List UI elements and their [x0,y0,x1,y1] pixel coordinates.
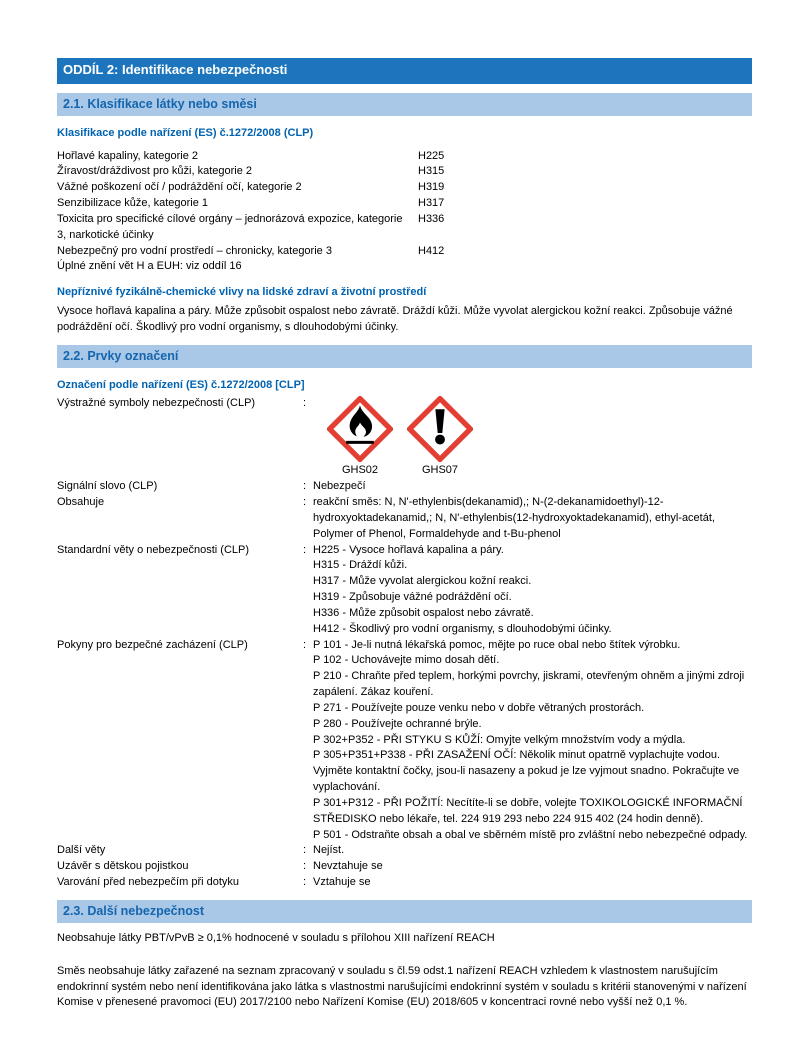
hazard-statement: H336 - Může způsobit ospalost nebo závratě. [313,606,534,619]
precautionary-statement: P 301+P312 - PŘI POŽITÍ: Necítíte-li se dobře, volejte TOXIKOLOGICKÉ INFORMAČNÍ STŘEDISKO nebo lékaře, tel. 224 919 293 nebo 224 915 402 (24 hodin denně). [313,796,743,825]
adverse-effects-text: Vysoce hořlavá kapalina a páry. Může způsobit ospalost nebo závratě. Dráždí kůži. Může vyvolat alergickou kožní reakci. Způsobuje vážné podráždění očí. Škodlivý pro vodní organismy, s dlouhodobými účinky. [57,305,733,333]
other-phrases-label: Další věty [57,844,106,857]
hazard-code: H319 [418,181,445,194]
hazard-class: Senzibilizace kůže, kategorie 1 [57,197,209,210]
contains-label: Obsahuje [57,496,105,509]
hazard-code: H317 [418,197,445,210]
signal-word-row [57,479,752,495]
other-phrases-row [57,843,752,859]
pictogram-ghs07 [404,396,476,479]
exclamation-icon [404,396,476,462]
classification-heading: Klasifikace podle nařízení (ES) č.1272/2008 (CLP) [57,126,314,139]
full-text-note: Úplné znění vět H a EUH: viz oddíl 16 [57,260,242,273]
colon: : [303,543,307,556]
hazard-statements-label: Standardní věty o nebezpečnosti (CLP) [57,543,250,556]
child-resistant-value: Nevztahuje se [313,860,383,873]
pictograms-label: Výstražné symboly nebezpečnosti (CLP) [57,397,256,410]
pictograms-value [313,396,752,479]
colon: : [303,397,307,410]
precautionary-statement: P 271 - Používejte pouze venku nebo v dobře větraných prostorách. [313,701,645,714]
hazard-statement: H317 - Může vyvolat alergickou kožní reakci. [313,575,532,588]
section-2-header: ODDÍL 2: Identifikace nebezpečnosti [57,58,752,84]
colon: : [303,480,307,493]
spacer [57,947,752,961]
pictograms-row [57,396,752,479]
precautionary-statement: P 280 - Používejte ochranné brýle. [313,717,482,730]
hazard-class: Nebezpečný pro vodní prostředí – chronicky, kategorie 3 [57,244,332,257]
labelling-heading: Označení podle nařízení (ES) č.1272/2008 [CLP] [57,378,305,391]
table-row [57,212,752,244]
hazard-statement: H412 - Škodlivý pro vodní organismy, s dlouhodobými účinky. [313,622,612,635]
endocrine-statement: Směs neobsahuje látky zařazené na seznam zpracovaný v souladu s čl.59 odst.1 nařízení REACH vzhledem k vlastnostem narušujícím endokrinní systém nebo není identifikována jako látka s vlastnostmi narušujícími endokrinní systém v souladu s kritérii stanovenými v nařízení Komise v přenesené pravomoci (EU) 2017/2100 nebo Nařízení Komise (EU) 2018/605 v koncentraci rovné nebo vyšší než 0,1 %. [57,964,747,1009]
hazard-code: H315 [418,165,445,178]
colon: : [303,860,307,873]
precautionary-label: Pokyny pro bezpečné zacházení (CLP) [57,638,248,651]
precautionary-statement: P 102 - Uchovávejte mimo dosah dětí. [313,654,500,667]
tactile-warning-label: Varování před nebezpečím při dotyku [57,876,240,889]
hazard-code: H225 [418,149,445,162]
other-phrases-value: Nejíst. [313,844,345,857]
table-row [57,149,752,165]
colon: : [303,496,307,509]
signal-word-value: Nebezpečí [313,480,366,493]
sds-content [57,58,752,1011]
tactile-warning-value: Vztahuje se [313,876,371,889]
adverse-effects-heading: Nepříznivé fyzikálně-chemické vlivy na lidské zdraví a životní prostředí [57,286,427,299]
pictogram-ghs02 [324,396,396,479]
section-2-3-header: 2.3. Další nebezpečnost [57,900,752,923]
hazard-class: Vážné poškození očí / podráždění očí, kategorie 2 [57,181,302,194]
contains-row [57,495,752,542]
table-row [57,180,752,196]
precautionary-statement: P 302+P352 - PŘI STYKU S KŮŽÍ: Omyjte velkým množstvím vody a mýdla. [313,733,686,746]
hazard-statement: H225 - Vysoce hořlavá kapalina a páry. [313,543,504,556]
signal-word-label: Signální slovo (CLP) [57,480,158,493]
colon: : [303,876,307,889]
hazard-class: Hořlavé kapaliny, kategorie 2 [57,149,199,162]
child-resistant-label: Uzávěr s dětskou pojistkou [57,860,189,873]
precautionary-statement: P 210 - Chraňte před teplem, horkými povrchy, jiskrami, otevřeným ohněm a jinými zdroji zapálení. Zákaz kouření. [313,670,745,699]
table-row [57,244,752,260]
pictogram-caption: GHS07 [421,464,459,477]
tactile-warning-row [57,875,752,891]
precautionary-row [57,638,752,844]
pictogram-group [313,396,752,479]
flame-icon [324,396,396,462]
labelling-rows [57,396,752,890]
hazard-statements-row [57,543,752,638]
table-row [57,164,752,180]
colon: : [303,638,307,651]
pictogram-caption: GHS02 [341,464,379,477]
section-2-2-header: 2.2. Prvky označení [57,345,752,368]
hazard-class: Žíravost/dráždivost pro kůži, kategorie 2 [57,165,253,178]
precautionary-statement: P 305+P351+P338 - PŘI ZASAŽENÍ OČÍ: Několik minut opatrně vyplachujte vodou. Vyjměte kontaktní čočky, jsou-li nasazeny a pokud je lze vyjmout snadno. Pokračujte ve vyplachování. [313,749,740,794]
colon: : [303,844,307,857]
hazard-statement: H315 - Dráždí kůži. [313,559,408,572]
precautionary-statement: P 101 - Je-li nutná lékařská pomoc, mějte po ruce obal nebo štítek výrobku. [313,638,681,651]
table-row [57,196,752,212]
hazard-statement: H319 - Způsobuje vážné podráždění očí. [313,591,512,604]
hazard-class: Toxicita pro specifické cílové orgány – jednorázová expozice, kategorie 3, narkotické účinky [57,212,403,241]
precautionary-value [313,638,752,844]
classification-table [57,149,752,260]
hazard-code: H336 [418,212,445,225]
child-resistant-row [57,859,752,875]
contains-value: reakční směs: N, N'-ethylenbis(dekanamid),; N-(2-dekanamidoethyl)-12-hydroxyoktadekanamid,; N, N'-ethylenbis(12-hydroxyoktadekanamid), ethyl-acetát, Polymer of Phenol, Formaldehyde and t-Bu-phenol [313,496,715,540]
hazard-code: H412 [418,244,445,257]
section-2-1-header: 2.1. Klasifikace látky nebo směsi [57,93,752,116]
precautionary-statement: P 501 - Odstraňte obsah a obal ve sběrném místě pro zvláštní nebo nebezpečné odpady. [313,828,748,841]
pbt-statement: Neobsahuje látky PBT/vPvB ≥ 0,1% hodnocené v souladu s přílohou XIII nařízení REACH [57,931,495,944]
hazard-statements-value [313,543,752,638]
